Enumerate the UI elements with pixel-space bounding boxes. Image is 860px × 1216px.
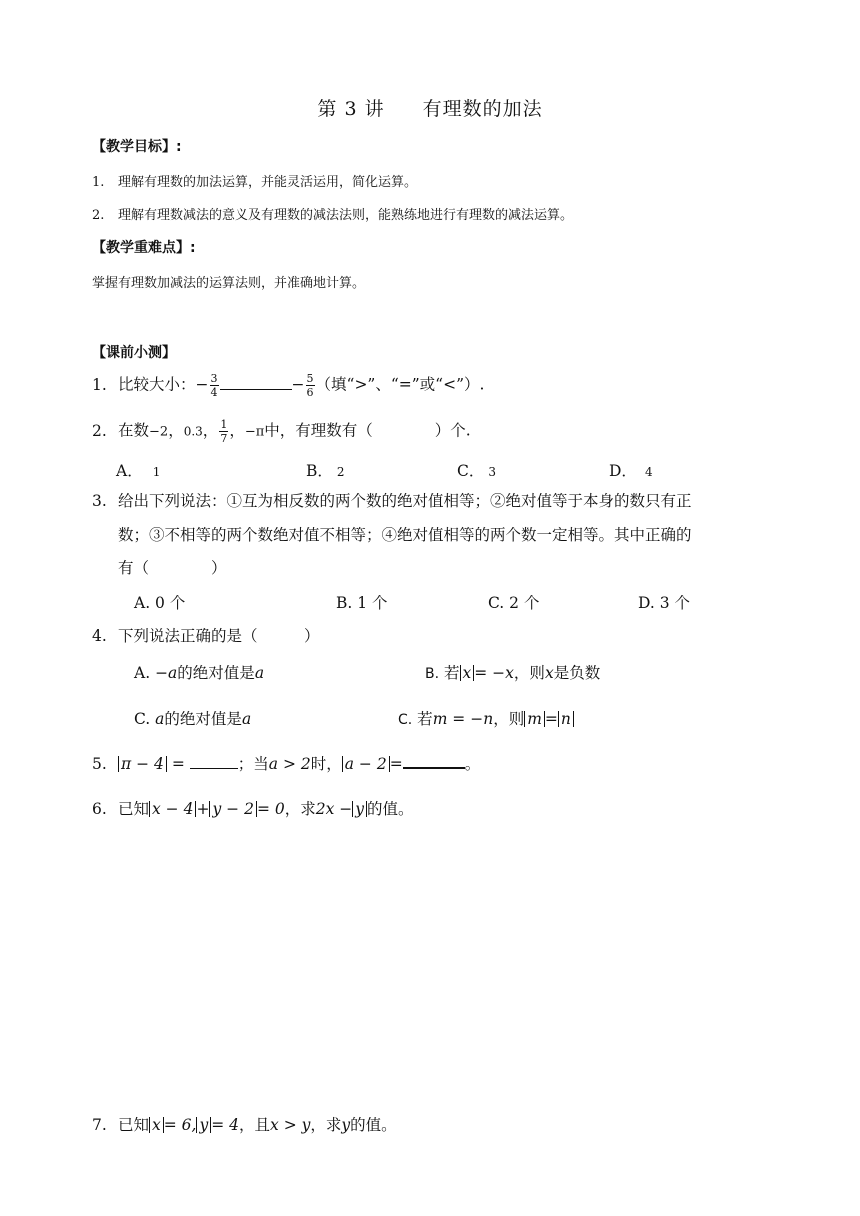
page-title xyxy=(0,94,860,121)
q2-option-b[interactable]: B． 2 xyxy=(306,462,345,480)
q4-option-c1[interactable]: C. a的绝对值是a xyxy=(134,710,252,728)
answer-blank-2[interactable] xyxy=(403,767,465,769)
q4-option-c2[interactable]: C. 若m = −n，则 m = n xyxy=(398,707,574,729)
q3-option-c[interactable]: C. 2 个 xyxy=(488,594,540,612)
question-5: 5. π − 4 = ；当a > 2时， a − 2 = 。 xyxy=(92,755,481,773)
question-6: 6. 已知 x − 4 + y − 2 = 0，求2x − y 的值。 xyxy=(92,800,414,818)
q3-option-d[interactable]: D. 3 个 xyxy=(638,594,691,612)
objective-1: 1. 理解有理数的加法运算，并能灵活运用，简化运算。 xyxy=(92,175,418,190)
question-7: 7. 已知 x = 6, y = 4，且x > y，求y的值。 xyxy=(92,1116,397,1134)
question-3-line-3: 有（ ） xyxy=(118,559,227,577)
q3-option-a[interactable]: A. 0 个 xyxy=(134,594,186,612)
fraction-5-6: $\frac{5}{6}$ xyxy=(306,372,314,399)
question-3-line-1: 3. 给出下列说法：①互为相反数的两个数的绝对值相等；②绝对值等于本身的数只有正 xyxy=(92,492,692,510)
fraction-1-7: $\frac{1}{7}$ xyxy=(220,418,228,445)
answer-blank[interactable] xyxy=(220,389,292,390)
question-3-line-2: 数；③不相等的两个数绝对值不相等；④绝对值相等的两个数一定相等。其中正确的 xyxy=(118,526,692,544)
q2-option-c[interactable]: C． 3 xyxy=(457,462,497,480)
keypoints-text: 掌握有理数加减法的运算法则，并准确地计算。 xyxy=(92,276,366,291)
q4-option-a[interactable]: A. −a的绝对值是a xyxy=(134,664,265,682)
keypoints-heading: 【教学重难点】: xyxy=(92,240,196,256)
question-2: 2. 在数−2，0.3， $\frac{1}{7}$ ，−π中，有理数有（ ）个. xyxy=(92,418,471,445)
quiz-heading: 【课前小测】 xyxy=(92,345,176,361)
fraction-3-4: $\frac{3}{4}$ xyxy=(210,372,218,399)
q2-option-d[interactable]: D． 4 xyxy=(609,462,653,480)
question-4: 4. 下列说法正确的是（ ） xyxy=(92,627,320,645)
answer-blank-1[interactable] xyxy=(190,768,238,769)
objectives-heading: 【教学目标】: xyxy=(92,139,182,155)
q4-option-b[interactable]: B. 若 x = −x，则x是负数 xyxy=(425,664,601,682)
lecture-topic: 有理数的加法 xyxy=(422,98,543,120)
objective-2: 2. 理解有理数减法的意义及有理数的减法法则，能熟练地进行有理数的减法运算。 xyxy=(92,208,574,223)
question-1: 1. 比较大小：− $\frac{3}{4}$ − $\frac{5}{6}$ （填“>”、“=”或“<”）. xyxy=(92,372,485,399)
q3-option-b[interactable]: B. 1 个 xyxy=(336,594,388,612)
lecture-number: 第 3 讲 xyxy=(317,98,385,120)
q2-option-a[interactable]: A． 1 xyxy=(116,462,161,480)
